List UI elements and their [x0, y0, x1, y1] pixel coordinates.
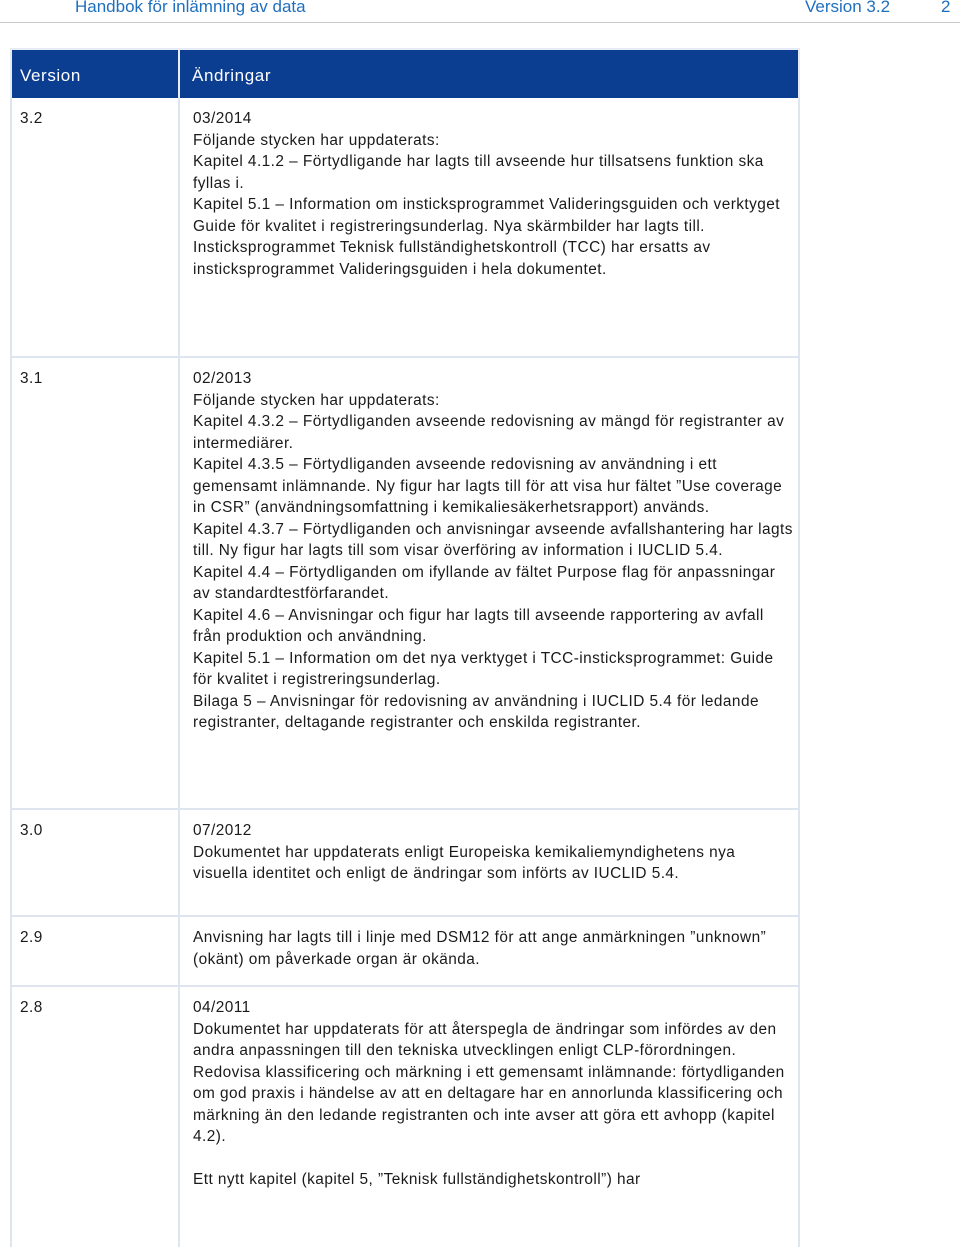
change-line: 02/2013 — [193, 370, 252, 387]
change-line: Kapitel 5.1 – Information om det nya verktyget i TCC-insticksprogrammet: Guide för kvalitet i registreringsunderlag. — [193, 649, 774, 688]
document-version: Version 3.2 — [805, 0, 891, 16]
version-cell: 3.1 — [12, 358, 180, 808]
change-line: Ett nytt kapitel (kapitel 5, ”Teknisk fullständighetskontroll”) har — [193, 1171, 641, 1188]
change-line: 04/2011 — [193, 999, 251, 1016]
changes-cell — [180, 917, 798, 985]
changes-cell — [180, 98, 798, 356]
change-line: 03/2014 — [193, 110, 252, 127]
table-row — [10, 917, 800, 987]
page-header — [0, 0, 960, 22]
table-row — [10, 810, 800, 917]
version-cell: 2.9 — [12, 917, 180, 985]
header-divider — [0, 22, 960, 23]
change-line: Kapitel 4.6 – Anvisningar och figur har lagts till avseende rapportering av avfall från produktion och användning. — [193, 606, 764, 645]
change-line: Dokumentet har uppdaterats enligt Europeiska kemikaliemyndighetens nya visuella identitet och enligt de ändringar som införts av IUCLID 5.4. — [193, 843, 736, 882]
page-number: 2 — [941, 0, 951, 16]
version-cell: 3.2 — [12, 98, 180, 356]
change-line: Kapitel 5.1 – Information om insticksprogrammet Valideringsguiden och verktyget Guide för kvalitet i registreringsunderlag. Nya skärmbilder har lagts till. — [193, 196, 781, 235]
column-header-version: Version — [12, 50, 180, 98]
change-line: Kapitel 4.1.2 – Förtydligande har lagts till avseende hur tillsatsens funktion ska fyllas i. — [193, 153, 764, 192]
table-header-row — [10, 48, 800, 98]
changes-cell — [180, 810, 798, 915]
change-line: 07/2012 — [193, 822, 252, 839]
changes-cell — [180, 358, 798, 808]
change-line: Följande stycken har uppdaterats: — [193, 131, 440, 149]
table-row — [10, 98, 800, 358]
change-line: Bilaga 5 – Anvisningar för redovisning av användning i IUCLID 5.4 för ledande registranter, deltagande registranter och enskilda registranter. — [193, 692, 759, 731]
table-row — [10, 358, 800, 810]
paragraph-spacer — [193, 1148, 794, 1170]
table-row — [10, 987, 800, 1247]
change-line: Kapitel 4.3.7 – Förtydliganden och anvisningar avseende avfallshantering har lagts till. Ny figur har lagts till som visar överföring av information i IUCLID 5.4. — [193, 520, 793, 559]
change-line: Insticksprogrammet Teknisk fullständighetskontroll (TCC) har ersatts av insticksprogrammet Valideringsguiden i hela dokumentet. — [193, 239, 711, 278]
change-line: Kapitel 4.4 – Förtydliganden om ifyllande av fältet Purpose flag för anpassningar av standardtestförfarandet. — [193, 563, 776, 602]
version-cell: 3.0 — [12, 810, 180, 915]
change-line: Anvisning har lagts till i linje med DSM12 för att ange anmärkningen ”unknown” (okänt) om påverkade organ är okända. — [193, 929, 767, 968]
revision-table — [10, 48, 800, 1247]
change-line: Kapitel 4.3.2 – Förtydliganden avseende redovisning av mängd för registranter av intermediärer. — [193, 413, 785, 452]
document-title: Handbok för inlämning av data — [75, 0, 306, 16]
version-cell: 2.8 — [12, 987, 180, 1247]
column-header-changes: Ändringar — [192, 66, 272, 85]
change-line: Följande stycken har uppdaterats: — [193, 391, 440, 409]
changes-cell — [180, 987, 798, 1247]
change-line: Kapitel 4.3.5 – Förtydliganden avseende redovisning av användning i ett gemensamt inlämnande. Ny figur har lagts till för att visa hur fältet ”Use coverage in CSR” (användningsomfattning i kemikaliesäkerhetsrapport) används. — [193, 456, 783, 516]
change-line: Dokumentet har uppdaterats för att återspegla de ändringar som infördes av den andra anpassningen till den tekniska utvecklingen enligt CLP-förordningen. Redovisa klassificering och märkning i ett gemensamt inlämnande: förtydliganden om god praxis i händelse av att en deltagare har en annorlunda klassificering och märkning än den ledande registranten och inte avser att göra ett avhopp (kapitel 4.2). — [193, 1020, 785, 1145]
